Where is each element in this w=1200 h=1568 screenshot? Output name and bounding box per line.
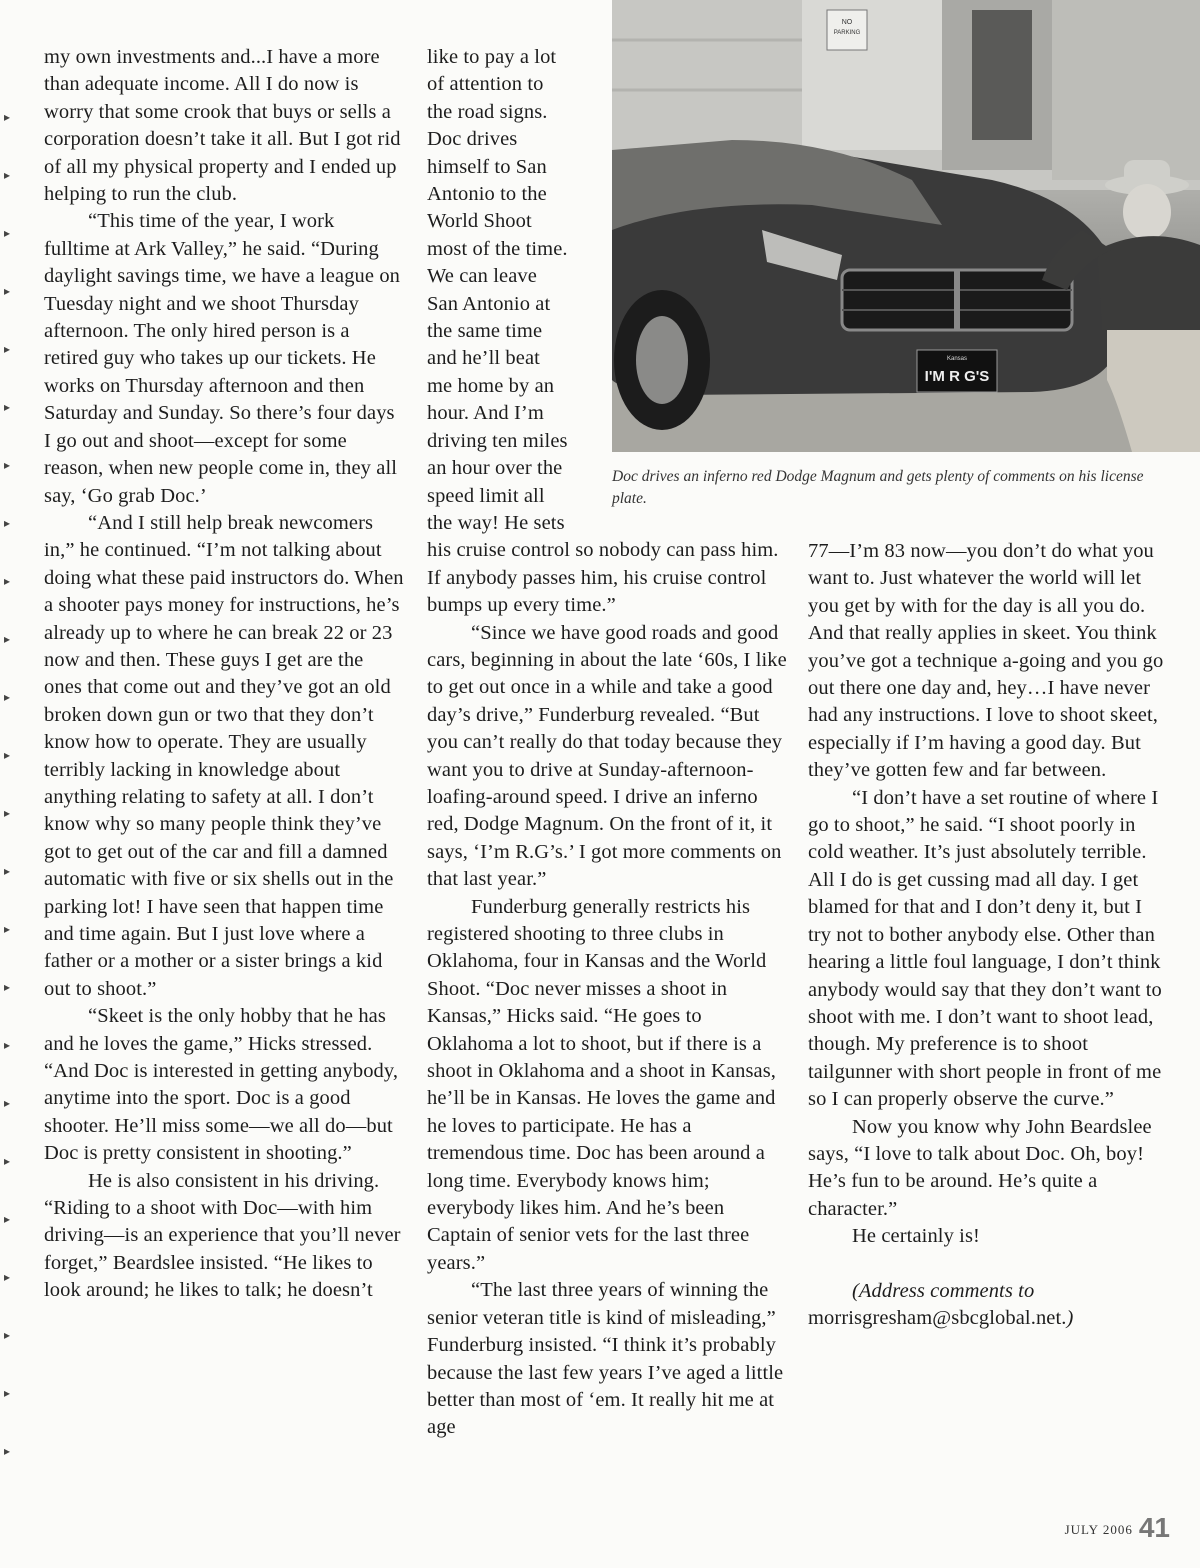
text-line: most of the time. — [427, 237, 568, 260]
text-line: me home by an — [427, 374, 555, 397]
margin-mark: ▸ — [4, 1270, 11, 1284]
paragraph: He is also consistent in his driving. “Riding to a shoot with Doc—with him driving—is an experience that you’ll never forget,” Beardslee insisted. “He likes to look around; he likes to talk; he doesn’t — [44, 1169, 401, 1302]
photo-caption: Doc drives an inferno red Dodge Magnum and gets plenty of comments on his license plate. — [612, 468, 1144, 507]
article-column-3 — [808, 538, 1168, 1332]
margin-mark: ▸ — [4, 516, 11, 530]
paragraph: his cruise control so nobody can pass him. If anybody passes him, his cruise control bumps up every time.” — [427, 539, 779, 617]
text-line: Doc drives — [427, 128, 518, 151]
paragraph: “The last three years of winning the senior veteran title is kind of misleading,” Funderburg insisted. “I think it’s probably because the last few years I’ve aged a little better than most of ‘em. It really hit me at age — [427, 1279, 784, 1439]
text-line: like to pay a lot — [427, 46, 557, 68]
margin-mark: ▸ — [4, 864, 11, 878]
margin-mark: ▸ — [4, 748, 11, 762]
margin-mark: ▸ — [4, 1154, 11, 1168]
margin-mark: ▸ — [4, 226, 11, 240]
margin-mark: ▸ — [4, 284, 11, 298]
margin-mark: ▸ — [4, 458, 11, 472]
sign-text-1: NO — [841, 19, 853, 26]
paragraph: 77—I’m 83 now—you don’t do what you want to. Just whatever the world will let you get by with for the day is all you do. And that really applies in skeet. You think you’ve got a technique a-going and you go out there one day and, hey…I have never had any instructions. I love to shoot skeet, especially if I’m having a good day. But they’ve gotten few and far between. — [808, 540, 1164, 782]
article-column-1 — [44, 44, 404, 1305]
photo-illustration — [612, 0, 1200, 452]
text-line: the way! He sets — [427, 511, 565, 534]
margin-mark: ▸ — [4, 1444, 11, 1458]
paragraph: Funderburg generally restricts his registered shooting to three clubs in Oklahoma, four in Kansas and the World Shoot. “Doc never misses a shoot in Kansas,” Hicks said. “He goes to Oklahoma a lot to shoot, but if there is a shoot in Oklahoma and a shoot in Kansas, he’ll be in Kansas. He loves the game and he loves to participate. He has a tremendous time. Doc has been around a long time. Everybody knows him; everybody likes him. And he’s been Captain of senior vets for the last three years.” — [427, 895, 777, 1274]
margin-mark: ▸ — [4, 1386, 11, 1400]
photo-doc-with-dodge-magnum — [612, 0, 1200, 452]
margin-mark: ▸ — [4, 806, 11, 820]
text-line: of attention to — [427, 73, 544, 96]
issue-date: JULY 2006 — [1064, 1522, 1133, 1537]
author-contact — [808, 1278, 1168, 1333]
paragraph: “I don’t have a set routine of where I go to shoot,” he said. “I shoot poorly in cold weather. It’s just absolutely terrible. All I do is get cussing mad all day. I get blamed for that and I don’t deny it, but I try not to bother anybody else. Other than hearing a little foul language, I don’t think anybody would say that they don’t want to shoot with me. I don’t want to shoot lead, though. My preference is to shoot tailgunner with short people in front of me so I can properly observe the curve.” — [808, 786, 1162, 1111]
text-line: the same time — [427, 320, 543, 343]
sign-text-2: PARKING — [833, 30, 861, 36]
margin-mark: ▸ — [4, 1038, 11, 1052]
text-line: himself to San — [427, 155, 547, 178]
contact-email[interactable]: morrisgresham@sbcglobal.net. — [808, 1306, 1067, 1329]
page-folio — [1065, 1512, 1170, 1544]
margin-mark: ▸ — [4, 574, 11, 588]
text-line: an hour over the — [427, 457, 563, 480]
text-line: driving ten miles — [427, 429, 568, 452]
contact-prefix: (Address comments to — [852, 1279, 1035, 1302]
text-line: World Shoot — [427, 210, 532, 233]
margin-mark: ▸ — [4, 1212, 11, 1226]
margin-mark: ▸ — [4, 110, 11, 124]
margin-mark: ▸ — [4, 168, 11, 182]
margin-mark: ▸ — [4, 1096, 11, 1110]
plate-text: I'M R G'S — [924, 368, 990, 385]
margin-mark: ▸ — [4, 922, 11, 936]
paragraph: “This time of the year, I work fulltime at Ark Valley,” he said. “During daylight savings time, we have a league on Tuesday night and we shoot Thursday afternoon. The only hired person is a retired guy who takes up our tickets. He works on Thursday afternoon and then Saturday and Sunday. So there’s four days I go out and shoot—except for some reason, when new people come in, they all say, ‘Go grab Doc.’ — [44, 210, 401, 507]
margin-mark: ▸ — [4, 342, 11, 356]
text-line: We can leave — [427, 265, 537, 288]
paragraph: “And I still help break newcomers in,” he continued. “I’m not talking about doing what these paid instructors do. When a shooter pays money for instructions, he’s already up to where he can break 22 or 23 now and then. These guys I get are the ones that come out and they’ve got an old broken down gun or two that they don’t know how to operate. They are usually terribly lacking in knowledge about anything relating to safety at all. I don’t know why so many people think they’ve got to get out of the car and fill a damned automatic with five or six shells out in the parking lot! I have seen that happen time and time again. But I just love where a father or a mother or a sister brings a kid out to shoot.” — [44, 511, 404, 1000]
margin-mark: ▸ — [4, 980, 11, 994]
text-line: San Antonio at — [427, 292, 551, 315]
paragraph: my own investments and...I have a more than adequate income. All I do now is worry that some crook that buys or sells a corporation doesn’t take it all. But I got rid of all my physical property and I ended up helping to run the club. — [44, 46, 401, 206]
text-line: Antonio to the — [427, 183, 547, 206]
text-line: hour. And I’m — [427, 402, 544, 425]
margin-mark: ▸ — [4, 632, 11, 646]
paragraph: Now you know why John Beardslee says, “I love to talk about Doc. Oh, boy! He’s fun to be around. He’s quite a character.” — [808, 1115, 1152, 1220]
margin-mark: ▸ — [4, 690, 11, 704]
text-line: speed limit all — [427, 484, 545, 507]
text-line: and he’ll beat — [427, 347, 540, 370]
margin-mark: ▸ — [4, 400, 11, 414]
wrapped-text-beside-photo — [427, 44, 592, 537]
paragraph: “Skeet is the only hobby that he has and he loves the game,” Hicks stressed. “And Doc is interested in getting anybody, anytime into the sport. Doc is a good shooter. He’ll miss some—we all do—but Doc is pretty consistent in shooting.” — [44, 1005, 399, 1165]
margin-mark: ▸ — [4, 1328, 11, 1342]
plate-state: Kansas — [946, 356, 968, 362]
page-number: 41 — [1138, 1512, 1170, 1543]
contact-suffix: ) — [1066, 1306, 1074, 1329]
paragraph: He certainly is! — [852, 1225, 980, 1248]
text-line: the road signs. — [427, 100, 548, 123]
paragraph: “Since we have good roads and good cars, beginning in about the late ‘60s, I like to get out once in a while and take a good day’s drive,” Funderburg revealed. “But you can’t really do that today because they want you to drive at Sunday-afternoon-loafing-around speed. I drive an inferno red, Dodge Magnum. On the front of it, it says, ‘I’m R.G’s.’ I got more comments on that last year.” — [427, 621, 787, 891]
margin-marks — [0, 110, 22, 1510]
